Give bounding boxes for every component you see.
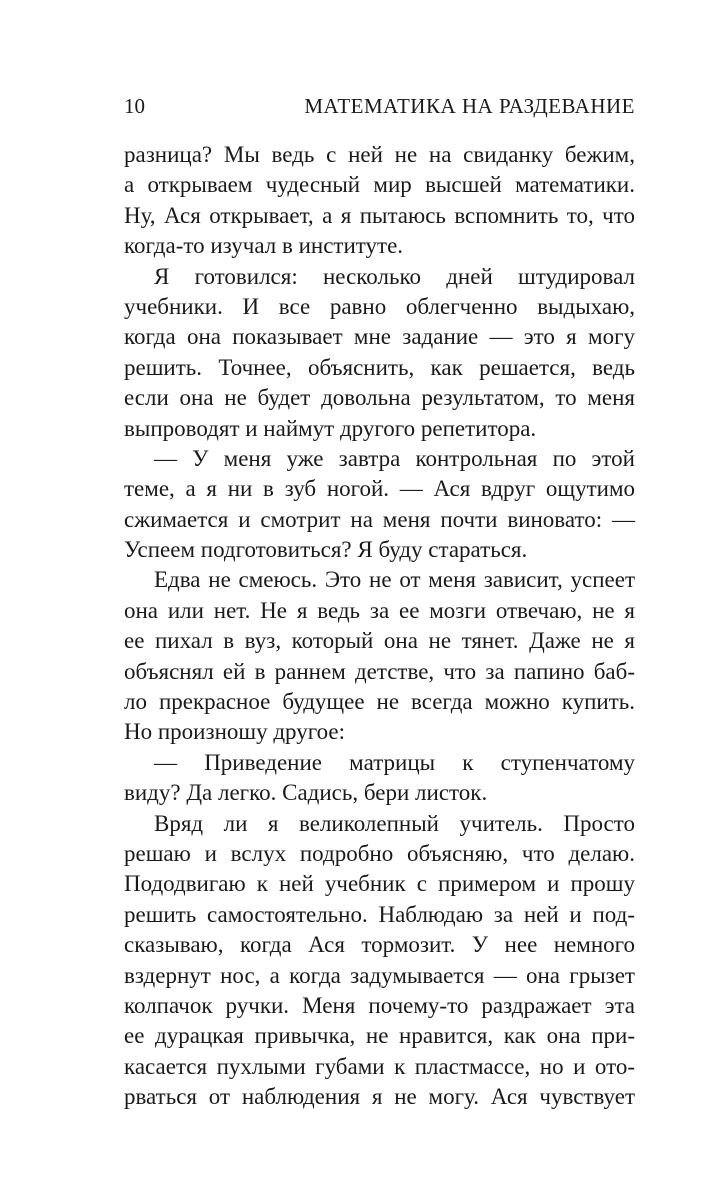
- page-number: 10: [124, 94, 145, 118]
- text-line: ло прекрасное будущее не всегда можно купить.: [124, 689, 635, 715]
- text-line: рваться от наблюдения я не могу. Ася чувствует: [124, 1084, 635, 1110]
- text-line: Я готовился: несколько дней штудировал: [154, 263, 635, 289]
- text-line: выпроводят и наймут другого репетитора.: [124, 415, 537, 441]
- body-text: [124, 140, 635, 1113]
- running-title: МАТЕМАТИКА НА РАЗДЕВАНИЕ: [304, 94, 635, 118]
- text-line: а открываем чудесный мир высшей математики.: [124, 172, 635, 198]
- text-line: Успеем подготовиться? Я буду стараться.: [124, 537, 528, 563]
- paragraph: [124, 809, 635, 1113]
- text-line: теме, а я ни в зуб ногой. — Ася вдруг ощутимо: [124, 476, 635, 502]
- text-line: сказываю, когда Ася тормозит. У нее немного: [124, 932, 635, 958]
- text-line: когда-то изучал в институте.: [124, 233, 404, 259]
- text-line: Пододвигаю к ней учебник с примером и прошу: [124, 871, 635, 897]
- text-line: разница? Мы ведь с ней не на свиданку бежим,: [124, 142, 635, 167]
- text-line: касается пухлыми губами к пластмассе, но и ото-: [124, 1053, 635, 1079]
- text-line: решаю и вслух подробно объясняю, что делаю.: [124, 840, 635, 866]
- book-page: [124, 94, 635, 1113]
- paragraph: [124, 262, 635, 444]
- text-line: Но произношу другое:: [124, 719, 345, 745]
- text-line: Едва не смеюсь. Это не от меня зависит, успеет: [154, 567, 635, 593]
- text-line: Ну, Ася открывает, а я пытаюсь вспомнить то, что: [124, 202, 635, 228]
- running-header: [124, 94, 635, 118]
- text-line: она или нет. Не я ведь за ее мозги отвечаю, не я: [124, 597, 635, 623]
- text-line: вздернут нос, а когда задумывается — она грызет: [124, 962, 635, 988]
- paragraph: [124, 748, 635, 809]
- text-line: колпачок ручки. Меня почему-то раздражает эта: [124, 992, 635, 1018]
- text-line: — У меня уже завтра контрольная по этой: [154, 445, 635, 471]
- text-line: ее дурацкая привычка, не нравится, как она при-: [124, 1023, 635, 1049]
- text-line: — Приведение матрицы к ступенчатому: [154, 749, 635, 775]
- paragraph: [124, 565, 635, 747]
- text-line: объяснял ей в раннем детстве, что за папино баб-: [124, 658, 635, 684]
- text-line: виду? Да легко. Садись, бери листок.: [124, 780, 488, 806]
- text-line: ее пихал в вуз, который она не тянет. Даже не я: [124, 628, 635, 654]
- text-line: решить самостоятельно. Наблюдаю за ней и под-: [124, 901, 635, 927]
- text-line: сжимается и смотрит на меня почти виновато: —: [124, 506, 635, 532]
- text-line: когда она показывает мне задание — это я могу: [124, 324, 635, 350]
- paragraph: [124, 140, 635, 262]
- paragraph: [124, 444, 635, 566]
- text-line: если она не будет довольна результатом, то меня: [124, 385, 635, 411]
- text-line: решить. Точнее, объяснить, как решается, ведь: [124, 354, 635, 380]
- text-line: Вряд ли я великолепный учитель. Просто: [154, 810, 635, 836]
- text-line: учебники. И все равно облегченно выдыхаю,: [124, 293, 635, 319]
